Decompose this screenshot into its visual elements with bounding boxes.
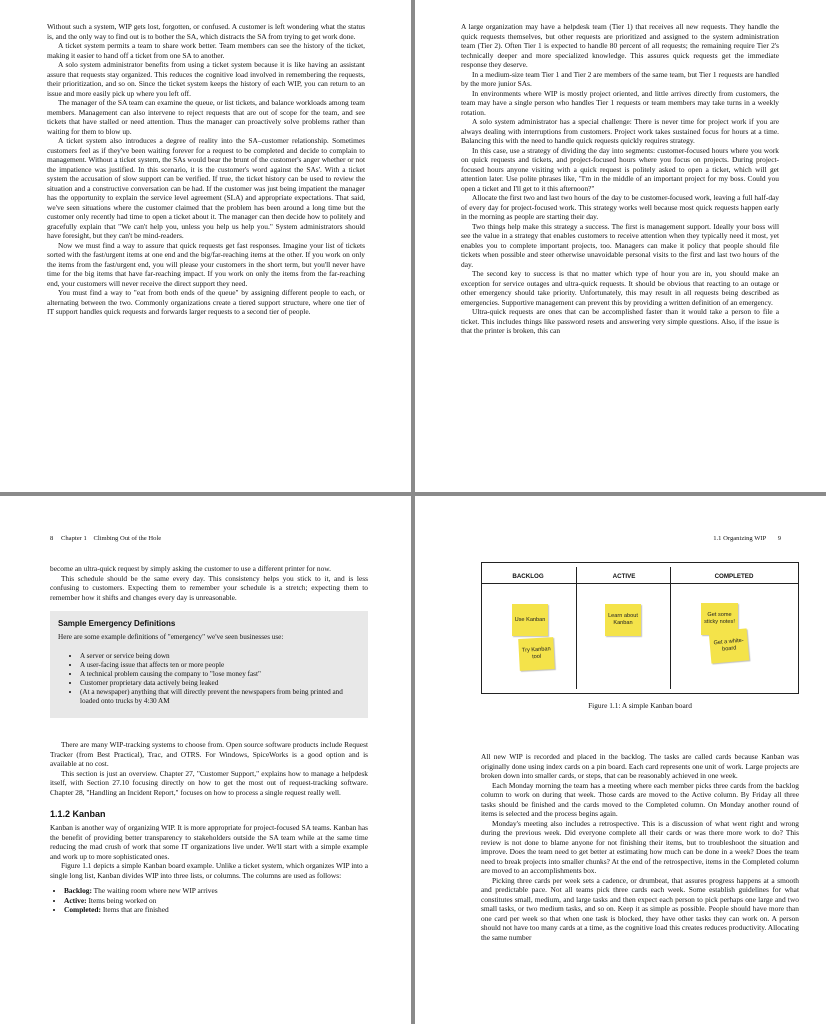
paragraph: This schedule should be the same every day. This consistency helps you stick to it, and is less confusing to customers. Expecting them to remember your schedule is a stretch; expecting them to remember how it shifts and changes every day is unreasonable. bbox=[50, 573, 368, 602]
completed-header: COMPLETED bbox=[714, 573, 754, 580]
column-divider bbox=[576, 567, 577, 689]
paragraph: A ticket system also introduces a degree of reality into the SA–customer relationship. Sometimes customers feel as if they've been waiting forever for a request to be completed and decide to complain to management. Without a ticket system, the SAs would bear the brunt of the customer's anger whether or not the impatience was justified. In this scenario, it is the customer's word against the SAs'. With a ticket system the accusation of slow support can be verified. If true, the ticket history can be used to review the situation and a constructive conversation can be had. If the customer was just being impatient the manager has the opportunity to explain the service level agreement (SLA) and appropriate expectations. That said, we've seen situations where the customer claimed that the problem has been around a long time but the customer only recently had time to open a ticket about it. The manager can then decide how to politely and gracefully explain that "We can't help you, unless you help us help you." System administrators should have foresight, but they can't be mind-readers. bbox=[47, 136, 365, 240]
emergency-definitions-sidebar bbox=[50, 611, 368, 718]
section-number: 1.1 bbox=[713, 535, 722, 542]
list-item: • (At a newspaper) anything that will directly prevent the newspapers from being printed and loaded onto trucks by 4:30 AM bbox=[80, 688, 360, 706]
list-item bbox=[64, 896, 368, 906]
sidebar-intro: Here are some example definitions of "emergency" we've seen businesses use: bbox=[58, 633, 284, 641]
page-top-left bbox=[0, 0, 411, 492]
paragraph: This section is just an overview. Chapter 27, "Customer Support," explains how to manage a helpdesk itself, with Section 27.10 focusing directly on how to get the most out of request-tracking software. Chapter 28, "Handling an Incident Report," focuses on how to process a single request really well. bbox=[50, 768, 368, 797]
paragraph: You must find a way to "eat from both ends of the queue" by assigning different people to each, or alternating between the two. Commonly organizations create a tiered support structure, where one tier of IT support handles quick requests and forwards larger requests to a second tier of people. bbox=[47, 288, 365, 316]
sidebar-title: Sample Emergency Definitions bbox=[58, 619, 176, 628]
figure-caption: Figure 1.1: A simple Kanban board bbox=[588, 701, 692, 710]
page-bottom-right bbox=[415, 496, 826, 1024]
page-number: 9 bbox=[777, 535, 781, 542]
list-item: • A user-facing issue that affects ten or more people bbox=[80, 661, 360, 670]
list-item bbox=[64, 905, 368, 915]
term: Backlog: bbox=[64, 886, 92, 895]
sticky-note-learn-kanban: Learn about Kanban bbox=[605, 604, 641, 636]
section-heading: 1.1.2 Kanban bbox=[50, 809, 106, 819]
sticky-note-use-kanban: Use Kanban bbox=[512, 604, 548, 636]
active-header: ACTIVE bbox=[612, 573, 636, 580]
chapter-title: Climbing Out of the Hole bbox=[93, 535, 162, 542]
backlog-header: BACKLOG bbox=[512, 573, 544, 580]
paragraph: Without such a system, WIP gets lost, forgotten, or confused. A customer is left wondering what the status is, and the only way to find out is to bother the SA, which distracts the SA from trying to get work done. bbox=[47, 22, 365, 41]
figure-and-text bbox=[481, 496, 799, 942]
text-column bbox=[47, 22, 365, 317]
paragraph: Ultra-quick requests are ones that can be accomplished faster than it would take a person to file a ticket. This includes things like password resets and answering very simple questions. Also, if the issue is that the printer is broken, this can bbox=[461, 307, 779, 335]
sticky-note-whiteboard: Get a white-board bbox=[709, 628, 750, 663]
list-item: • Customer proprietary data actively being leaked bbox=[80, 679, 360, 688]
page-number: 8 bbox=[50, 535, 54, 542]
kanban-columns-list bbox=[50, 886, 368, 915]
chapter-label: Chapter 1 bbox=[60, 535, 87, 542]
paragraph: Picking three cards per week sets a cadence, or drumbeat, that assures progress happens at a smooth and predictable pace. Not all teams pick three cards each week. Some establish guidelines for what constitutes small, medium, and large tasks and then expect each person to pick perhaps one large and two small tasks, or two medium tasks, and so on. Keep it as simple as possible. People should have more than one card per week so that when one task is blocked, they have other tasks they can work on. A person should not have too many cards at a time, as the cognitive load this creates reduces productivity. Allocating the same number bbox=[481, 875, 799, 942]
paragraph: There are many WIP-tracking systems to choose from. Open source software products include Request Tracker (from Best Practical), Trac, and OTRS. For Windows, SpiceWorks is a good option and is available at no cost. bbox=[50, 740, 368, 768]
list-item: • A technical problem causing the company to "lose money fast" bbox=[80, 670, 360, 679]
page-top-right bbox=[415, 0, 826, 492]
definition: Items being worked on bbox=[88, 895, 157, 905]
paragraph: Two things help make this strategy a success. The first is management support. Ideally your boss will see the value in a strategy that enables customers to receive attention when they typically need it most, yet enables you to complete important projects, too. Managers can make it policy that people should file tickets when possible and steer otherwise unavoidable personal visits to the first and last two hours of the day. bbox=[461, 221, 779, 269]
paragraph: In a medium-size team Tier 1 and Tier 2 are members of the same team, but Tier 1 requests are handled by the more junior SAs. bbox=[461, 69, 779, 88]
paragraph: In this case, use a strategy of dividing the day into segments: customer-focused hours where you work on quick requests and tickets, and project-focused hours where you focus on projects. During project-focused hours anyone visiting with a quick request is politely asked to open a ticket, which will get attention later. Use polite phrases like, "I'm in the middle of an important project for my boss. Could you open a ticket and I'll get to it this afternoon?" bbox=[461, 145, 779, 193]
definition: Items that are finished bbox=[102, 905, 169, 914]
list-item: • A server or service being down bbox=[80, 652, 360, 661]
kanban-board-figure bbox=[481, 562, 799, 694]
sticky-note-try-kanban: Try Kanban tool bbox=[518, 637, 555, 671]
paragraph: Allocate the first two and last two hours of the day to be customer-focused work, leaving a full half-day of every day for project-focused work. This strategy works well because most quick requests happen early in the morning as people are starting their day. bbox=[461, 193, 779, 221]
text-column bbox=[461, 22, 779, 336]
paragraph: The second key to success is that no matter which type of hour you are in, you should make an exception for service outages and ultra-quick requests. It should be obvious that reacting to an outage or other emergency should take priority. Unfortunately, this may result in all requests being described as emergencies. Supportive management can prevent this by providing a written definition of an emergency. bbox=[461, 269, 779, 307]
running-header bbox=[50, 535, 161, 542]
paragraph: In environments where WIP is mostly project oriented, and little arrives directly from customers, the team may have a single person who handles Tier 1 requests or team members may take turns in a weekly rotation. bbox=[461, 88, 779, 117]
paragraph: A solo system administrator has a special challenge: There is never time for project work if you are always dealing with interruptions from customers. Project work takes sustained focus for hours at a time. Balancing this with the need to handle quick requests quickly requires strategy. bbox=[461, 117, 779, 145]
list-item bbox=[64, 886, 368, 896]
text-column bbox=[50, 564, 368, 915]
paragraph: Kanban is another way of organizing WIP. It is more appropriate for project-focused SA teams. Kanban has the benefit of providing better transparency to stakeholders outside the SA team while at the same time reducing the mad crush of work that some IT organizations live under. We'll start with a simple example and work up to more sophisticated ones. bbox=[50, 823, 368, 861]
paragraph: become an ultra-quick request by simply asking the customer to use a different printer for now. bbox=[50, 564, 331, 573]
column-divider bbox=[670, 567, 671, 689]
emergency-list bbox=[58, 652, 360, 706]
paragraph: A large organization may have a helpdesk team (Tier 1) that receives all new requests. They handle the quick requests themselves, but other requests are prioritized and assigned to the system administration team (Tier 2). Often Tier 1 is expected to handle 80 percent of all requests; the remaining require Tier 2's technically deeper and more specialized knowledge. This assures quick requests get the immediate response they deserve. bbox=[461, 22, 779, 69]
paragraph: The manager of the SA team can examine the queue, or list tickets, and balance workloads among team members. Management can also intervene to reject requests that are out of scope for the team, and see tickets that have stalled or need attention. Thus the manager can proactively solve problems rather than waiting for them to blow up. bbox=[47, 98, 365, 136]
term: Completed: bbox=[64, 905, 101, 914]
paragraph: Now we must find a way to assure that quick requests get fast responses. Imagine your list of tickets sorted with the fast/urgent items at one end and the big/far-reaching items at the other. If you work on only the items from the fast/urgent end, you will please your customers in the short term, but you'll never have time for the big items that have far-reaching impact. If you work on only the items from the far-reaching end, your customers will never receive the direct support they need. bbox=[47, 240, 365, 288]
sticky-note-sticky-notes: Get some sticky notes! bbox=[701, 603, 738, 635]
header-divider bbox=[482, 583, 798, 584]
paragraph: Each Monday morning the team has a meeting where each member picks three cards from the backlog column to work on during that week. Those cards are moved to the Active column. By Friday all three tasks should be finished and the cards moved to the Completed column. On Monday another round of items is selected and the process begins again. bbox=[481, 780, 799, 818]
paragraph: All new WIP is recorded and placed in the backlog. The tasks are called cards because Kanban was originally done using index cards on a pin board. Each card represents one unit of work. Large projects are broken down into smaller cards, or steps, that can be reasonably achieved in one week. bbox=[481, 752, 799, 780]
section-title: Organizing WIP bbox=[723, 535, 767, 542]
definition: The waiting room where new WIP arrives bbox=[93, 886, 218, 895]
paragraph: Figure 1.1 depicts a simple Kanban board example. Unlike a ticket system, which organizes WIP into a single long list, Kanban divides WIP into three lists, or columns. The columns are used as follows: bbox=[50, 861, 368, 880]
paragraph: A ticket system permits a team to share work better. Team members can see the history of the ticket, making it easier to hand off a ticket from one SA to another. bbox=[47, 41, 365, 60]
page-bottom-left bbox=[0, 496, 411, 1024]
paragraph: Monday's meeting also includes a retrospective. This is a discussion of what went right and wrong during the previous week. Did everyone complete all their cards or was there more work to do? This review is not done to blame anyone for not finishing their items, but to troubleshoot the situation and improve. Does the team need to get better at estimating how much can be done in a week? Does the team need to break projects into smaller chunks? At the end of the retrospective, items in the Completed column are moved to an accomplishments box. bbox=[481, 818, 799, 875]
text-body bbox=[481, 752, 799, 942]
paragraph: A solo system administrator benefits from using a ticket system because it is like having an assistant assure that requests stay organized. This reduces the cognitive load involved in remembering the requests, their prioritization, and so on. Since the ticket system keeps the history of each WIP, you can return to an issue and more easily pick up where you left off. bbox=[47, 60, 365, 98]
term: Active: bbox=[64, 895, 87, 905]
